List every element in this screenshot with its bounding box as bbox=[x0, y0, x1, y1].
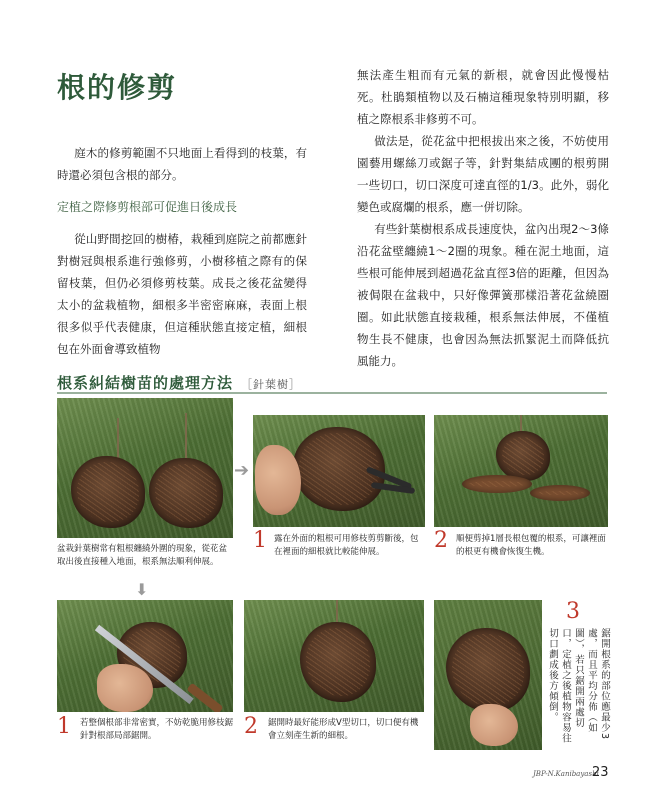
row1-step1-number: 1 bbox=[253, 528, 267, 553]
page-number: 23 bbox=[592, 765, 609, 780]
page-title: 根的修剪 bbox=[57, 71, 178, 104]
photo-sawing-rootball bbox=[57, 600, 233, 712]
right-paragraph-2: 做法是，從花盆中把根拔出來之後，不妨使用園藝用螺絲刀或鋸子等，針對集結成團的根剪開一些切口，切口深度可達直徑的1/3。此外，弱化變色或腐爛的根系，應一併切除。 bbox=[357, 134, 609, 214]
row2-step3-number: 3 bbox=[566, 599, 580, 624]
section-divider bbox=[57, 392, 607, 394]
left-column bbox=[57, 142, 307, 360]
row2-step1-number: 1 bbox=[57, 714, 71, 739]
photo-v-cut-rootball bbox=[244, 600, 424, 712]
section-title-text: 根系糾結樹苗的處理方法 bbox=[57, 374, 234, 392]
row2-step2-caption: 鋸開時最好能形成V型切口，切口便有機會立刻產生新的細根。 bbox=[268, 718, 419, 741]
section-tag: ［針葉樹］ bbox=[241, 378, 302, 391]
section-title bbox=[57, 372, 301, 393]
arrow-right-icon: ➔ bbox=[234, 460, 250, 481]
left-paragraph: 從山野間挖回的樹椿，栽種到庭院之前都應針對樹冠與根系進行強修剪，小樹移植之際有的保留枝葉，但仍必須修剪枝葉。成長之後花盆變得太小的盆栽植物，細根多半密密麻麻，表面上根很多似乎代表健康，但這種狀態直接定植，細根包在外面會導致植物 bbox=[57, 232, 307, 356]
row1-step2-caption: 順便剪掉1層長根包覆的根系，可讓裡面的根更有機會恢復生機。 bbox=[456, 534, 606, 557]
photo-cut-roots-spread bbox=[434, 415, 608, 527]
arrow-down-icon: ⬇ bbox=[135, 580, 149, 599]
photo-three-cuts-rootball bbox=[434, 600, 542, 750]
right-paragraph-3: 有些針葉樹根系成長速度快，盆內出現2～3條沿花盆壁纏繞1～2圈的現象。種在泥土地面，這些根可能伸展到超過花盆直徑3倍的距離，但因為被侷限在盆栽中，只好像彈簧那樣沿著花盆繞圈圈。如此狀態直接栽種，根系無法伸展，不僅植物生長不健康，也會因為無法抓緊泥土而降低抗風能力。 bbox=[357, 222, 609, 368]
row2-step2-number: 2 bbox=[244, 714, 258, 739]
right-column bbox=[357, 64, 609, 372]
right-paragraph-1: 無法產生粗而有元氣的新根，就會因此慢慢枯死。杜鵑類植物以及石楠這種現象特別明顯，移植之際根系非修剪不可。 bbox=[357, 68, 609, 126]
intro-paragraph: 庭木的修剪範圍不只地面上看得到的枝葉，有時還必須包含根的部分。 bbox=[57, 146, 307, 182]
photo0-caption: 盆栽針葉樹常有粗根纏繞外圍的現象，從花盆取出後直接種入地面，根系無法順利伸展。 bbox=[57, 544, 228, 567]
row2-step1-caption: 若整個根部非常密實，不妨乾脆用修枝鋸針對根部局部鋸開。 bbox=[80, 718, 234, 741]
row2-step3-caption: 鋸開根系的部位應最少3處，而且平均分佈（如圖），若只鋸開兩處切口，定植之後植物容易往切口劃成後方傾倒。 bbox=[547, 628, 610, 744]
subheading: 定植之際修剪根部可促進日後成長 bbox=[57, 200, 238, 214]
row1-step2-number: 2 bbox=[434, 528, 448, 553]
photo-two-rootballs bbox=[57, 398, 233, 538]
footer-brand: JBP-N.Kanibayashi bbox=[533, 770, 599, 778]
row1-step1-caption: 露在外面的粗根可用修枝剪剪斷後，包在裡面的細根就比較能伸展。 bbox=[274, 534, 419, 557]
photo-cutting-roots bbox=[253, 415, 425, 527]
